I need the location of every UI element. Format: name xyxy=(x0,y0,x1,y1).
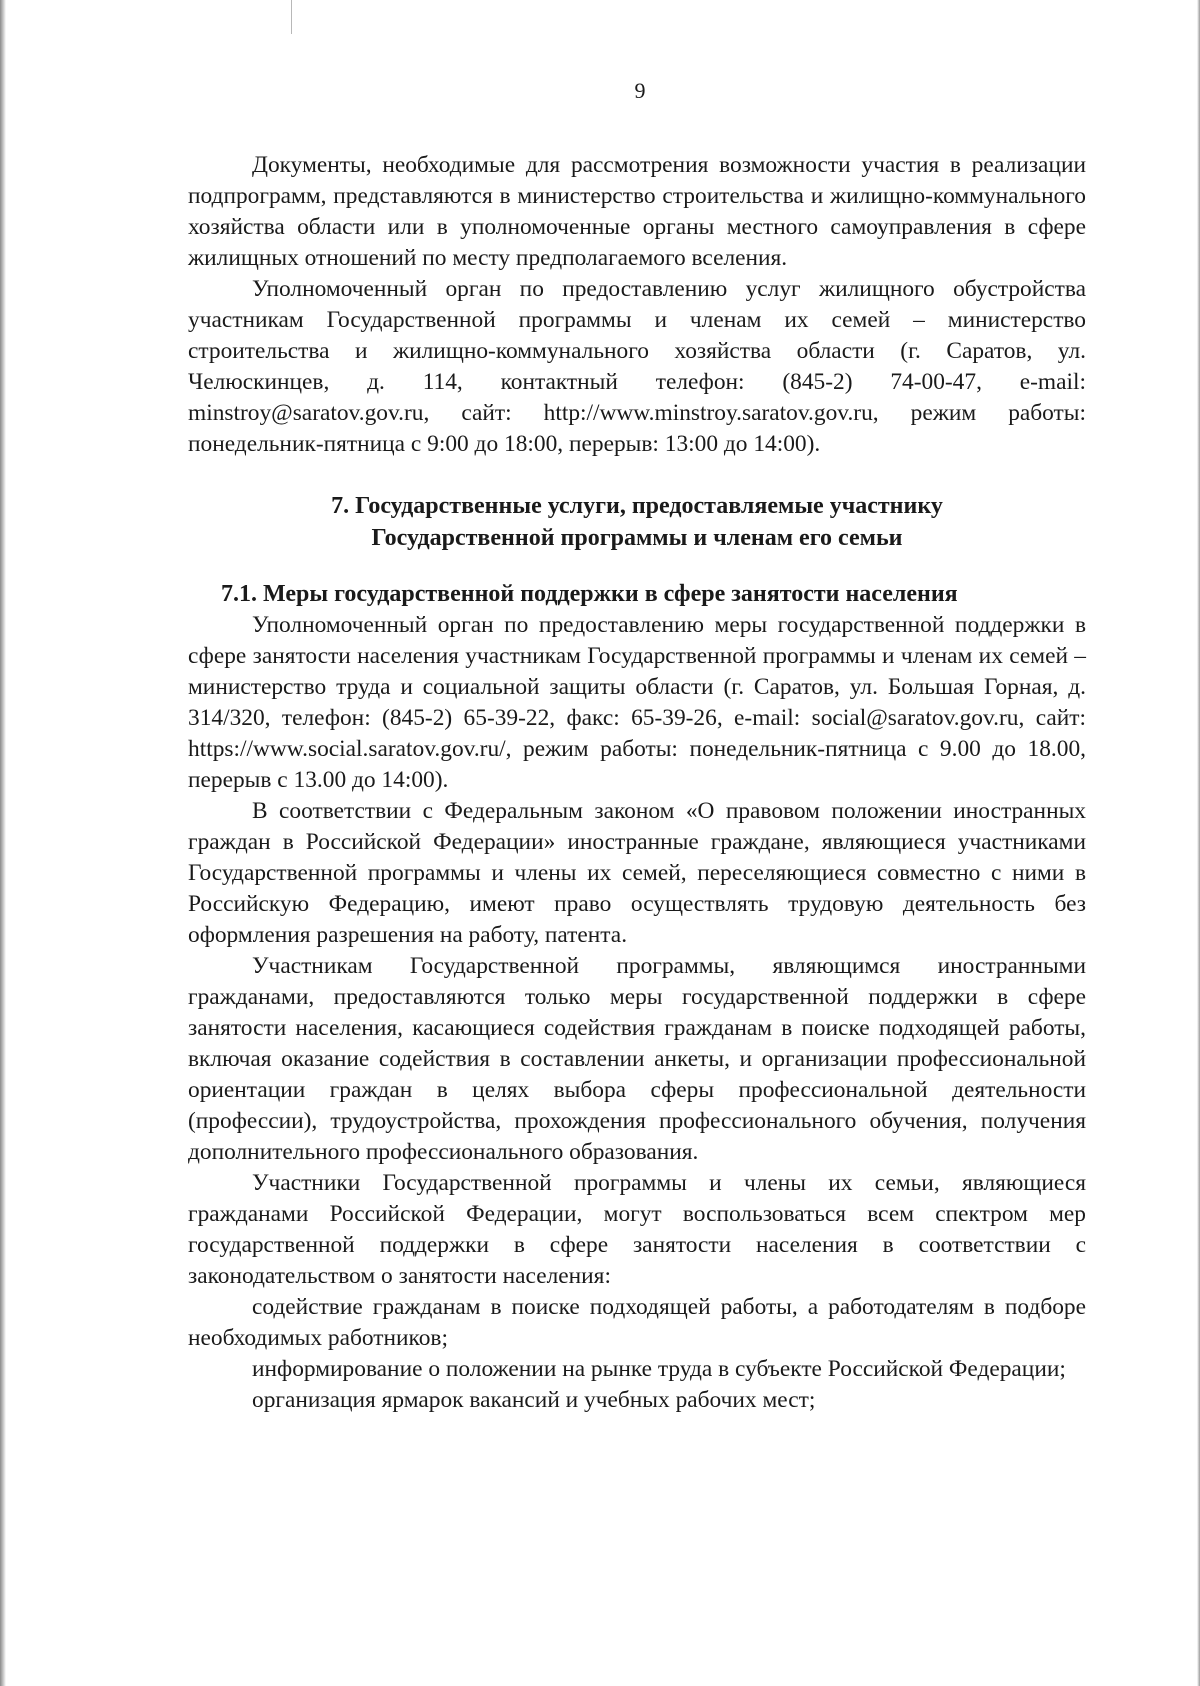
paragraph-employment-authority: Уполномоченный орган по предоставлению меры государственной поддержки в сфере занятости населения участникам Государственной программы и членам их семей – министерство труда и социальной защиты области (г. Саратов, ул. Большая Горная, д. 314/320, телефон: (845-2) 65-39-22, факс: 65-39-26, e-mail: social@saratov.gov.ru, сайт: https://www.social.saratov.gov.ru/, режим работы: понедельник-пятница с 9.00 до 18.00, перерыв с 13.00 до 14:00). xyxy=(188,612,1086,793)
section-title-line-1: 7. Государственные услуги, предоставляемые участнику xyxy=(331,493,943,519)
scan-edge-left xyxy=(0,0,6,1686)
section-title xyxy=(188,490,1086,554)
subsection-title: 7.1. Меры государственной поддержки в сфере занятости населения xyxy=(221,581,958,607)
list-item-job-search: содействие гражданам в поиске подходящей работы, а работодателям в подборе необходимых работников; xyxy=(188,1294,1086,1351)
section-title-line-2: Государственной программы и членам его семьи xyxy=(371,525,903,551)
page-number: 9 xyxy=(634,78,646,103)
fold-mark xyxy=(291,0,292,34)
paragraph-housing-authority: Уполномоченный орган по предоставлению услуг жилищного обустройства участникам Государственной программы и членам их семей – министерство строительства и жилищно-коммунального хозяйства области (г. Саратов, ул. Челюскинцев, д. 114, контактный телефон: (845-2) 74-00-47, e-mail: minstroy@saratov.gov.ru, сайт: http://www.minstroy.saratov.gov.ru, режим работы: понедельник-пятница с 9:00 до 18:00, перерыв: 13:00 до 14:00). xyxy=(188,276,1086,457)
document-body xyxy=(188,150,1086,1416)
paragraph-russian-citizens: Участники Государственной программы и члены их семьи, являющиеся гражданами Российской Федерации, могут воспользоваться всем спектром мер государственной поддержки в сфере занятости населения в соответствии с законодательством о занятости населения: xyxy=(188,1170,1086,1289)
paragraph-foreign-citizens: Участникам Государственной программы, являющимся иностранными гражданами, предоставляются только меры государственной поддержки в сфере занятости населения, касающиеся содействия гражданам в поиске подходящей работы, включая оказание содействия в составлении анкеты, и организации профессиональной ориентации граждан в целях выбора сферы профессиональной деятельности (профессии), трудоустройства, прохождения профессионального обучения, получения дополнительного профессионального образования. xyxy=(188,953,1086,1165)
paragraph-federal-law: В соответствии с Федеральным законом «О правовом положении иностранных граждан в Российской Федерации» иностранные граждане, являющиеся участниками Государственной программы и члены их семей, переселяющиеся совместно с ними в Российскую Федерацию, имеют право осуществлять трудовую деятельность без оформления разрешения на работу, патента. xyxy=(188,798,1086,948)
paragraph-documents: Документы, необходимые для рассмотрения возможности участия в реализации подпрограмм, представляются в министерство строительства и жилищно-коммунального хозяйства области или в уполномоченные органы местного самоуправления в сфере жилищных отношений по месту предполагаемого вселения. xyxy=(188,152,1086,271)
list-item-labor-market-info: информирование о положении на рынке труда в субъекте Российской Федерации; xyxy=(252,1356,1066,1382)
list-item-job-fairs: организация ярмарок вакансий и учебных рабочих мест; xyxy=(252,1387,816,1413)
